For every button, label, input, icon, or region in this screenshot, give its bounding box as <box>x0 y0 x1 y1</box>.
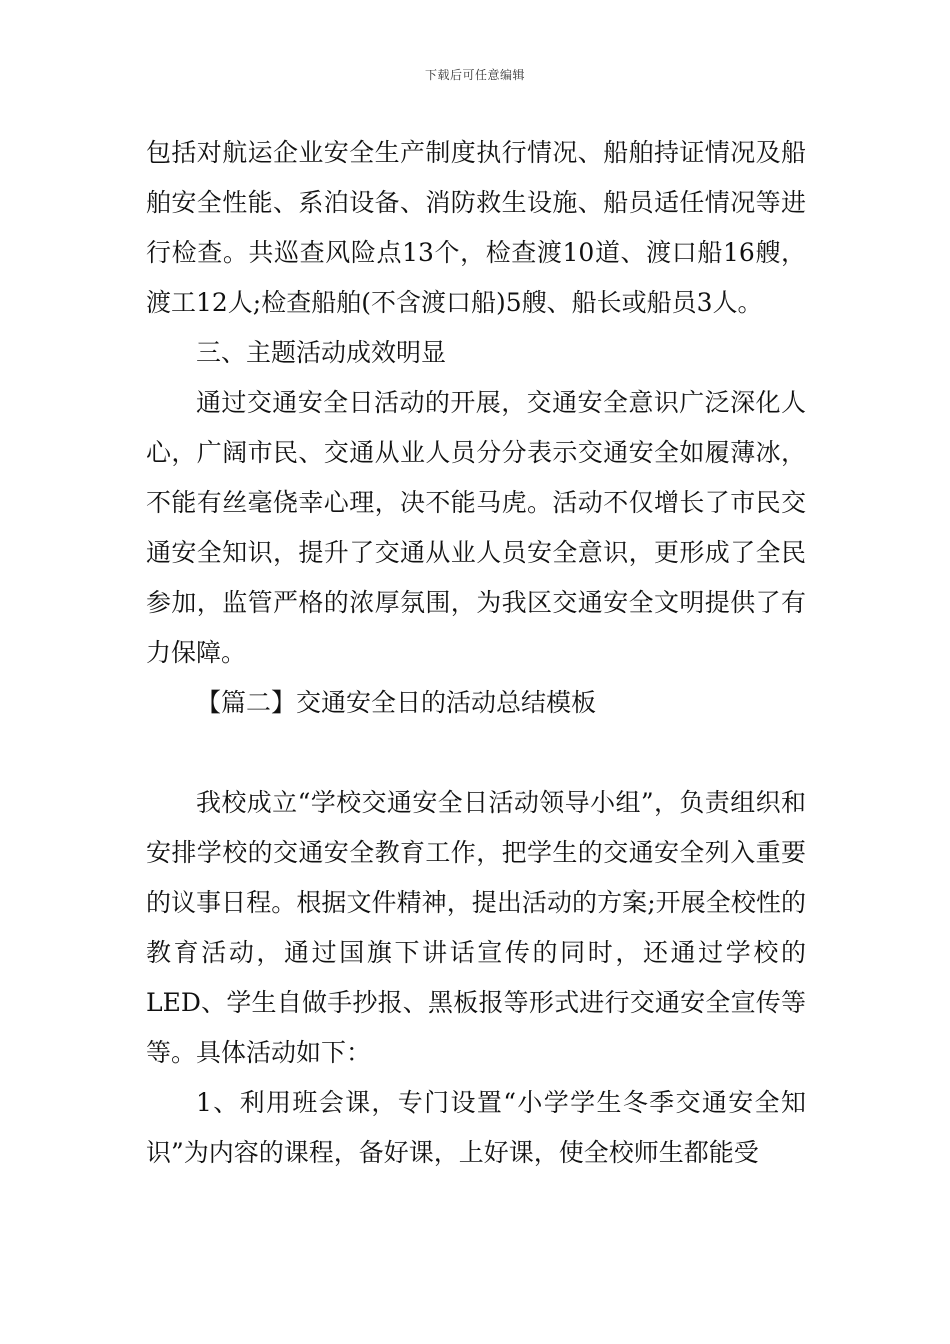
paragraph-school: 我校成立“学校交通安全日活动领导小组”，负责组织和安排学校的交通安全教育工作，把学生的交通安全列入重要的议事日程。根据文件精神，提出活动的方案;开展全校性的教育活动，通过国旗下讲话宣传的同时，还通过学校的LED、学生自做手抄报、黑板报等形式进行交通安全宣传等等。具体活动如下： <box>146 788 806 1067</box>
paragraph-activity-1: 1、利用班会课，专门设置“小学学生冬季交通安全知识”为内容的课程，备好课，上好课，使全校师生都能受 <box>146 1088 806 1167</box>
paragraph-results: 通过交通安全日活动的开展，交通安全意识广泛深化人心，广阔市民、交通从业人员分分表示交通安全如履薄冰，不能有丝毫侥幸心理，决不能马虎。活动不仅增长了市民交通安全知识，提升了交通从业人员安全意识，更形成了全民参加，监管严格的浓厚氛围，为我区交通安全文明提供了有力保障。 <box>146 388 806 667</box>
document-body <box>146 128 806 1178</box>
heading-results: 三、主题活动成效明显 <box>196 338 447 367</box>
section-title: 【篇二】交通安全日的活动总结模板 <box>196 688 597 717</box>
blank-line <box>146 728 806 778</box>
download-note: 下载后可任意编辑 <box>424 68 525 82</box>
paragraph-inspection: 包括对航运企业安全生产制度执行情况、船舶持证情况及船舶安全性能、系泊设备、消防救生设施、船员适任情况等进行检查。共巡查风险点13个，检查渡10道、渡口船16艘，渡工12人;检查船舶(不含渡口船)5艘、船长或船员3人。 <box>146 138 806 317</box>
